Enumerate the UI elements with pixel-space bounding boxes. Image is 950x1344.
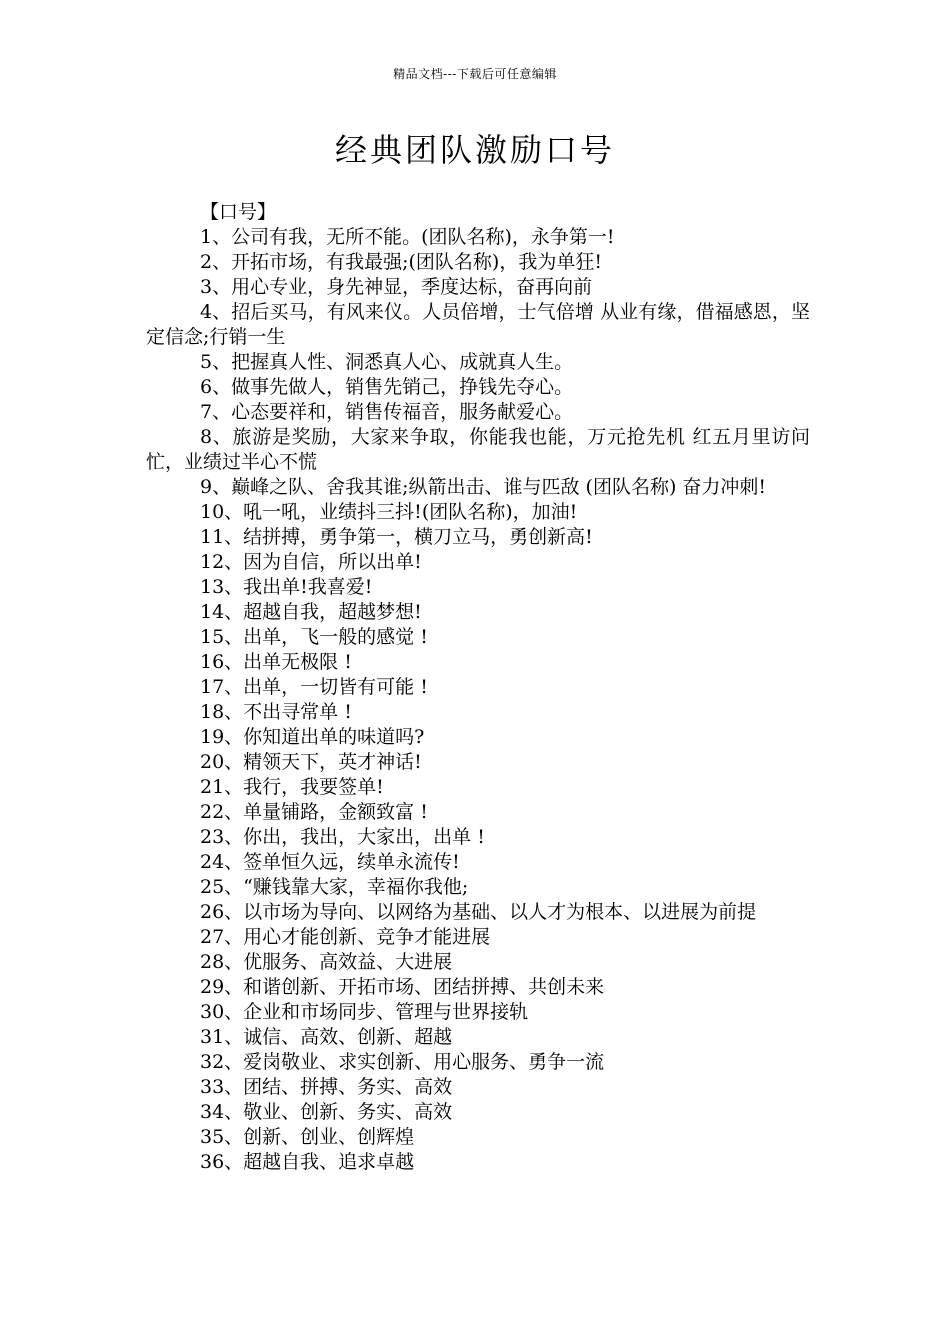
slogan-item: 2、开拓市场，有我最强;(团队名称)，我为单狂! <box>200 251 602 273</box>
slogan-item: 20、精领天下，英才神话! <box>200 751 422 773</box>
slogan-item: 34、敬业、创新、务实、高效 <box>200 1101 453 1123</box>
slogan-item: 21、我行，我要签单! <box>200 776 384 798</box>
slogan-item: 36、超越自我、追求卓越 <box>200 1151 415 1173</box>
slogan-item: 29、和谐创新、开拓市场、团结拼搏、共创未来 <box>200 976 605 998</box>
slogan-item: 8、旅游是奖励，大家来争取，你能我也能，万元抢先机 红五月里访问忙，业绩过半心不慌 <box>146 426 810 473</box>
document-title: 经典团队激励口号 <box>334 131 615 169</box>
document-body <box>146 200 810 1175</box>
slogan-item: 13、我出单!我喜爱! <box>200 576 373 598</box>
slogan-item: 9、巅峰之队、舍我其谁;纵箭出击、谁与匹敌 (团队名称) 奋力冲刺! <box>200 476 767 498</box>
slogan-item: 17、出单，一切皆有可能 ! <box>200 676 428 698</box>
slogan-item: 14、超越自我，超越梦想! <box>200 601 422 623</box>
slogan-item: 35、创新、创业、创辉煌 <box>200 1126 415 1148</box>
slogan-item: 16、出单无极限 ! <box>200 651 352 673</box>
slogan-item: 24、签单恒久远，续单永流传! <box>200 851 460 873</box>
slogan-item: 1、公司有我，无所不能。(团队名称)，永争第一! <box>200 226 615 248</box>
slogan-item: 32、爱岗敬业、求实创新、用心服务、勇争一流 <box>200 1051 605 1073</box>
slogan-item: 7、心态要祥和，销售传福音，服务献爱心。 <box>200 401 574 423</box>
slogan-item: 12、因为自信，所以出单! <box>200 551 422 573</box>
slogan-item: 19、你知道出单的味道吗? <box>200 726 425 748</box>
slogan-item: 31、诚信、高效、创新、超越 <box>200 1026 453 1048</box>
slogan-item: 15、出单，飞一般的感觉 ! <box>200 626 428 648</box>
slogan-item: 30、企业和市场同步、管理与世界接轨 <box>200 1001 529 1023</box>
slogan-item: 18、不出寻常单 ! <box>200 701 352 723</box>
slogan-item: 4、招后买马，有风来仪。人员倍增，士气倍增 从业有缘，借福感恩，坚定信念;行销一生 <box>146 301 810 348</box>
slogan-item: 25、“赚钱靠大家，幸福你我他; <box>200 876 469 898</box>
slogan-item: 22、单量铺路，金额致富 ! <box>200 801 428 823</box>
slogan-item: 5、把握真人性、洞悉真人心、成就真人生。 <box>200 351 574 373</box>
section-heading: 【口号】 <box>200 201 277 223</box>
slogan-item: 3、用心专业，身先神显，季度达标，奋再向前 <box>200 276 593 298</box>
slogan-item: 27、用心才能创新、竞争才能进展 <box>200 926 491 948</box>
slogan-item: 28、优服务、高效益、大进展 <box>200 951 453 973</box>
slogan-item: 6、做事先做人，销售先销己，挣钱先夺心。 <box>200 376 574 398</box>
slogan-item: 33、团结、拼搏、务实、高效 <box>200 1076 453 1098</box>
slogan-list <box>146 225 810 1175</box>
slogan-item: 26、以市场为导向、以网络为基础、以人才为根本、以进展为前提 <box>200 901 757 923</box>
slogan-item: 11、结拼搏，勇争第一，横刀立马，勇创新高! <box>200 526 593 548</box>
page-header: 精品文档---下载后可任意编辑 <box>393 67 557 81</box>
slogan-item: 10、吼一吼，业绩抖三抖!(团队名称)，加油! <box>200 501 578 523</box>
slogan-item: 23、你出，我出，大家出，出单 ! <box>200 826 485 848</box>
